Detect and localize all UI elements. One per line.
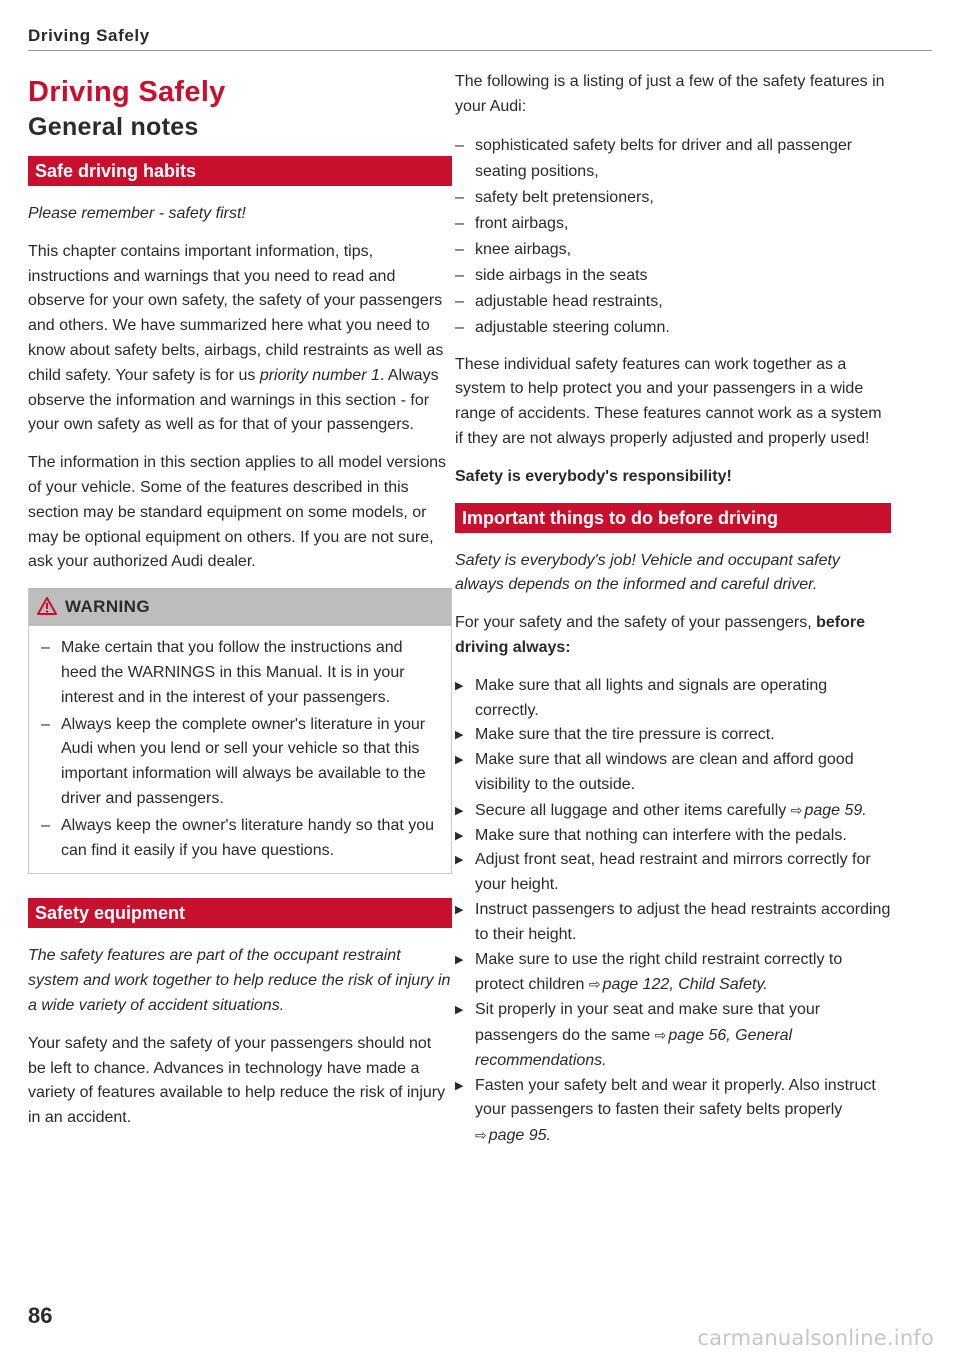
paragraph [28,240,452,438]
action-item: ▶ Make sure that nothing can interfere with the pedals. [455,824,891,849]
page-reference-link[interactable]: ⇨ page 122, Child Safety. [588,976,768,994]
paragraph: The information in this section applies to all model versions of your vehicle. Some of the features described in this section may be standard equipment on some models, or may be optional equipment on others. If you are not sure, ask your authorized Audi dealer. [28,454,446,571]
action-item: ▶ Fasten your safety belt and wear it properly. Also instruct your passengers to fasten their safety belts properly ⇨ page 95. [455,1074,891,1149]
section-lead: Please remember - safety first! [28,205,246,222]
feature-item: – adjustable head restraints, [455,292,663,310]
action-item: ▶ Secure all luggage and other items carefully ⇨ page 59. [455,798,891,824]
left-column [28,70,452,1144]
page-reference-link[interactable]: ⇨ page 95. [475,1127,552,1145]
bullet-triangle-icon: ▶ [455,1079,464,1092]
feature-item: – side airbags in the seats [455,266,648,284]
warning-header [29,588,451,626]
action-item: ▶ Instruct passengers to adjust the head restraints according to their height. [455,898,891,948]
paragraph-text: . Always observe the information and warnings in this section - for your own safety as well as for that of your passengers. [28,366,439,434]
bullet-triangle-icon: ▶ [455,679,464,692]
bullet-triangle-icon: ▶ [455,903,464,916]
feature-item: – adjustable steering column. [455,318,670,336]
warning-box [28,588,452,874]
bullet-triangle-icon: ▶ [455,754,464,767]
page-reference-link[interactable]: ⇨ page 59. [790,801,867,819]
section-heading-safe-driving: Safe driving habits [28,156,452,186]
warning-item: – Always keep the owner's literature handy so that you can find it easily if you have questions. [41,816,435,859]
section-heading-safety-equipment: Safety equipment [28,898,452,928]
header-rule [28,50,932,51]
action-item: ▶ Make sure to use the right child restraint correctly to protect children ⇨ page 122, Child Safety. [455,948,891,999]
paragraph: Your safety and the safety of your passengers should not be left to chance. Advances in technology have made a variety of features available to help reduce the risk of injury in an accident. [28,1034,446,1127]
paragraph: For your safety and the safety of your passengers, before driving always: [455,614,865,656]
feature-item: – front airbags, [455,214,569,232]
section-lead: Safety is everybody's job! Vehicle and occupant safety always depends on the informed and careful driver. [455,551,840,594]
emphasis: priority number 1 [259,366,380,384]
bullet-triangle-icon: ▶ [455,854,464,867]
reference-arrow-icon: ⇨ [790,801,803,818]
reference-arrow-icon: ⇨ [588,976,601,993]
reference-arrow-icon: ⇨ [475,1127,487,1144]
section-lead: The safety features are part of the occupant restraint system and work together to help reduce the risk of injury in a wide variety of accident situations. [28,947,451,1014]
paragraph: These individual safety features can work together as a system to help protect you and your passengers in a wide range of accidents. These features cannot work as a system if they are not always properly adjusted and properly used! [455,355,882,447]
warning-label: WARNING [65,597,150,617]
feature-item: – safety belt pretensioners, [455,188,654,206]
action-item: ▶ Adjust front seat, head restraint and mirrors correctly for your height. [455,848,891,898]
responsibility-note: Safety is everybody's responsibility! [455,467,732,485]
feature-item: – knee airbags, [455,240,572,258]
action-item: ▶ Make sure that the tire pressure is correct. [455,723,891,748]
running-head: Driving Safely [28,26,150,45]
page-number: 86 [28,1303,53,1328]
warning-item: – Make certain that you follow the instructions and heed the WARNINGS in this Manual. It is in your interest and in the interest of your passengers. [41,639,405,706]
bullet-triangle-icon: ▶ [455,804,464,817]
bullet-triangle-icon: ▶ [455,1004,464,1017]
reference-arrow-icon: ⇨ [654,1026,667,1043]
action-item: ▶ Make sure that all lights and signals are operating correctly. [455,674,891,724]
action-list [455,674,891,1149]
warning-item: – Always keep the complete owner's literature in your Audi when you lend or sell your vehicle so that this important information will always be available to the driver and passengers. [41,715,426,807]
emphasis: before driving always: [455,614,865,656]
bullet-triangle-icon: ▶ [455,953,464,966]
feature-list [455,133,891,341]
section-heading-before-driving: Important things to do before driving [455,503,891,533]
paragraph: The following is a listing of just a few of the safety features in your Audi: [455,73,885,115]
warning-list [29,626,451,873]
action-item: ▶ Sit properly in your seat and make sure that your passengers do the same ⇨ page 56, General recommendations. [455,998,891,1073]
chapter-subtitle: General notes [28,113,199,141]
feature-item: – sophisticated safety belts for driver and all passenger seating positions, [455,136,853,180]
warning-triangle-icon [37,597,57,615]
right-column [455,70,891,1149]
page-reference-link[interactable]: ⇨ page 56, General recommendations. [475,1026,793,1069]
paragraph-text: This chapter contains important information, tips, instructions and warnings that you need to read and observe for your own safety, the safety of your passengers and others. We have summarized here what you need to know about safety belts, airbags, child restraints as well as child safety. Your safety is for us [28,242,444,384]
watermark: carmanualsonline.info [697,1326,934,1350]
bullet-triangle-icon: ▶ [455,729,464,742]
chapter-title: Driving Safely [28,76,226,108]
action-item: ▶ Make sure that all windows are clean and afford good visibility to the outside. [455,748,891,798]
bullet-triangle-icon: ▶ [455,829,464,842]
